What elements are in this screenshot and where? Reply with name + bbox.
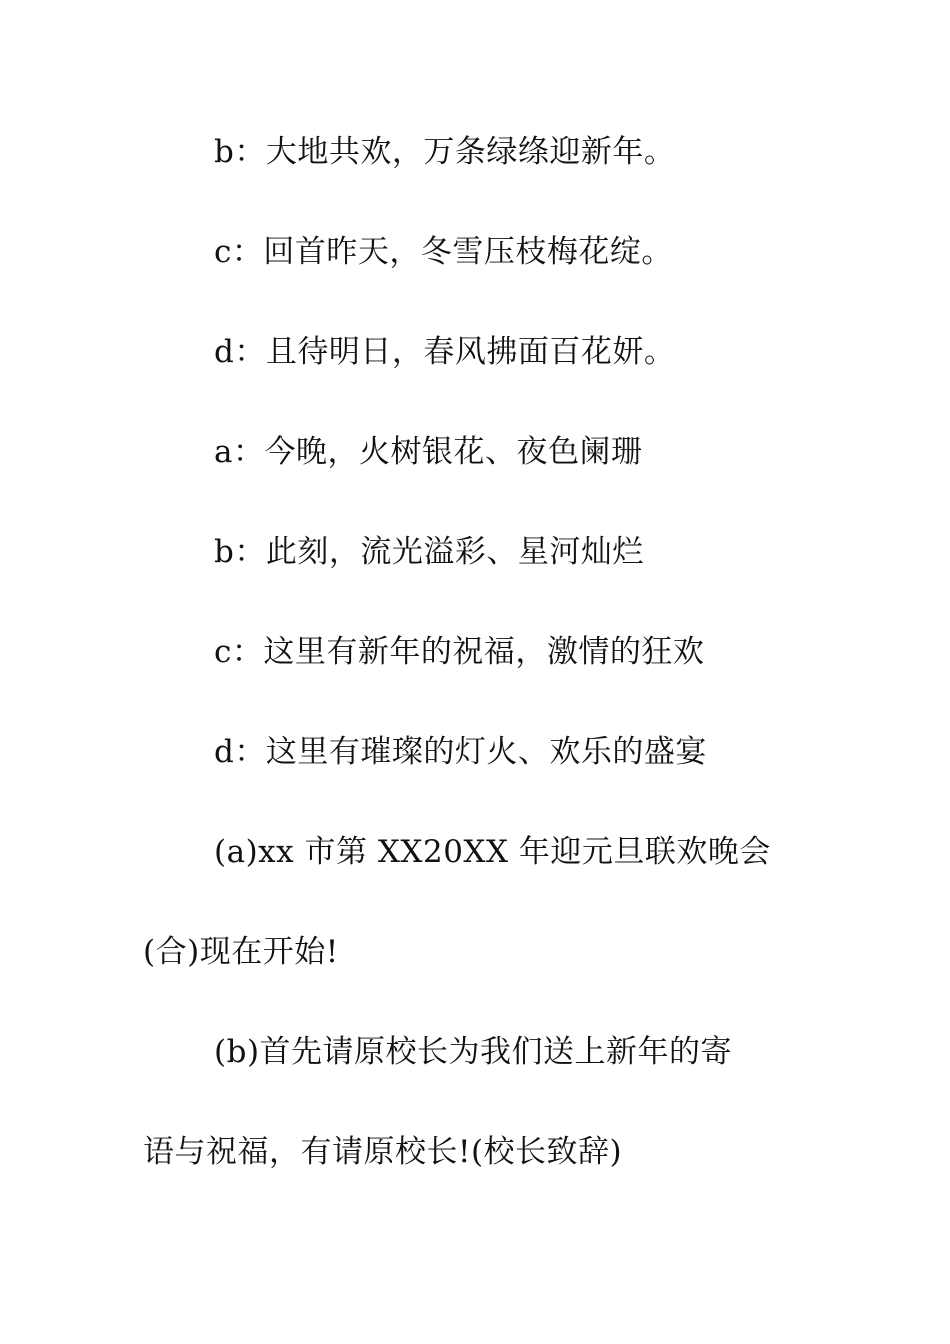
dialogue-line-c-2: c：这里有新年的祝福，激情的狂欢 bbox=[214, 634, 705, 670]
paragraph-announcement-start: (a)xx 市第 XX20XX 年迎元旦联欢晚会 bbox=[214, 834, 771, 870]
dialogue-line-c-1: c：回首昨天，冬雪压枝梅花绽。 bbox=[214, 234, 673, 270]
dialogue-line-b-1: b：大地共欢，万条绿绦迎新年。 bbox=[214, 134, 676, 170]
dialogue-line-d-2: d：这里有璀璨的灯火、欢乐的盛宴 bbox=[214, 734, 707, 770]
dialogue-line-b-2: b：此刻，流光溢彩、星河灿烂 bbox=[214, 534, 644, 570]
dialogue-line-a-1: a：今晚，火树银花、夜色阑珊 bbox=[214, 434, 643, 470]
paragraph-speech-end: 语与祝福，有请原校长!(校长致辞) bbox=[143, 1134, 623, 1170]
dialogue-line-d-1: d：且待明日，春风拂面百花妍。 bbox=[214, 334, 676, 370]
paragraph-speech-start: (b)首先请原校长为我们送上新年的寄 bbox=[214, 1034, 733, 1070]
paragraph-announcement-end: (合)现在开始! bbox=[143, 934, 339, 970]
